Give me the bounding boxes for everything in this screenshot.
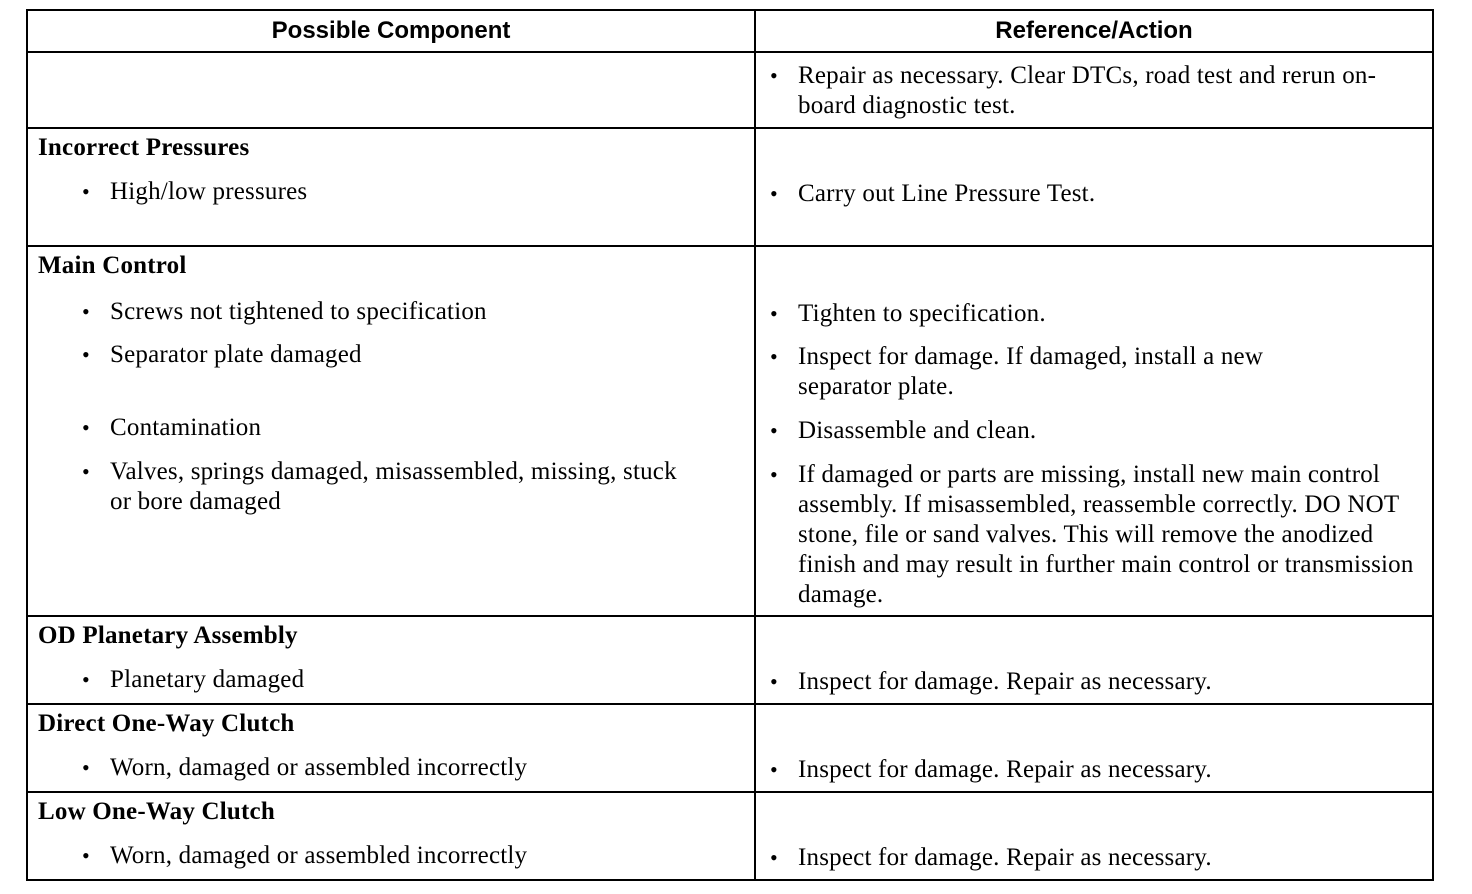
bullet-dot-icon: • [82, 843, 90, 868]
group-title: Main Control [38, 252, 187, 279]
header-row [27, 10, 1433, 52]
component-bullet: • Worn, damaged or assembled incorrectly [82, 754, 528, 781]
bullet-dot-icon: • [770, 669, 778, 694]
table-row [27, 128, 1433, 246]
bullet-dot-icon: • [770, 845, 778, 870]
action-bullet: • Inspect for damage. Repair as necessary. [770, 668, 1212, 695]
bullet-dot-icon: • [82, 459, 90, 484]
bullet-dot-icon: • [770, 757, 778, 782]
header-reference-action: Reference/Action [755, 10, 1433, 52]
action-bullet: • Tighten to specification. [770, 300, 1046, 327]
bullet-dot-icon: • [82, 755, 90, 780]
component-bullet: • Planetary damaged [82, 666, 305, 693]
component-bullet: • Contamination [82, 414, 262, 441]
table-row [27, 792, 1433, 880]
bullet-dot-icon: • [770, 462, 778, 487]
action-bullet: • Inspect for damage. Repair as necessary. [770, 756, 1212, 783]
group-title: Direct One-Way Clutch [38, 710, 295, 737]
action-cell [755, 52, 1433, 128]
bullet-dot-icon: • [82, 299, 90, 324]
action-bullet: • Disassemble and clean. [770, 417, 1037, 444]
table-row [27, 52, 1433, 128]
table-row [27, 704, 1433, 792]
table-row [27, 246, 1433, 616]
header-possible-component: Possible Component [27, 10, 755, 52]
bullet-dot-icon: • [770, 344, 778, 369]
component-bullet: • High/low pressures [82, 178, 308, 205]
action-cell [755, 704, 1433, 792]
bullet-dot-icon: • [770, 418, 778, 443]
action-bullet: • If damaged or parts are missing, install new main control assembly. If misassembled, reassemble correctly. DO NOT stone, file or sand valves. This will remove the anodized finish and may result in further main control or transmission damage. [770, 461, 1414, 608]
action-bullet: • Repair as necessary. Clear DTCs, road test and rerun on-board diagnostic test. [770, 62, 1377, 119]
component-cell [27, 52, 755, 128]
component-bullet: • Screws not tightened to specification [82, 298, 487, 325]
action-bullet: • Inspect for damage. Repair as necessary. [770, 844, 1212, 871]
component-bullet: • Valves, springs damaged, misassembled, missing, stuck or bore damaged [82, 458, 677, 515]
bullet-dot-icon: • [82, 667, 90, 692]
bullet-dot-icon: • [82, 415, 90, 440]
action-cell [755, 616, 1433, 704]
component-cell [27, 616, 755, 704]
bullet-dot-icon: • [770, 301, 778, 326]
bullet-dot-icon: • [82, 179, 90, 204]
group-title: OD Planetary Assembly [38, 622, 298, 649]
bullet-dot-icon: • [770, 63, 778, 88]
component-bullet: • Separator plate damaged [82, 341, 362, 368]
component-bullet: • Worn, damaged or assembled incorrectly [82, 842, 528, 869]
group-title: Incorrect Pressures [38, 134, 250, 161]
group-title: Low One-Way Clutch [38, 798, 275, 825]
bullet-dot-icon: • [82, 342, 90, 367]
diagnostic-table [26, 9, 1434, 881]
action-bullet: • Carry out Line Pressure Test. [770, 180, 1096, 207]
component-cell [27, 246, 755, 616]
component-cell [27, 792, 755, 880]
action-cell [755, 246, 1433, 616]
component-cell [27, 128, 755, 246]
action-bullet: • Inspect for damage. If damaged, install a new separator plate. [770, 343, 1264, 400]
action-cell [755, 792, 1433, 880]
table-row [27, 616, 1433, 704]
action-cell [755, 128, 1433, 246]
component-cell [27, 704, 755, 792]
bullet-dot-icon: • [770, 181, 778, 206]
